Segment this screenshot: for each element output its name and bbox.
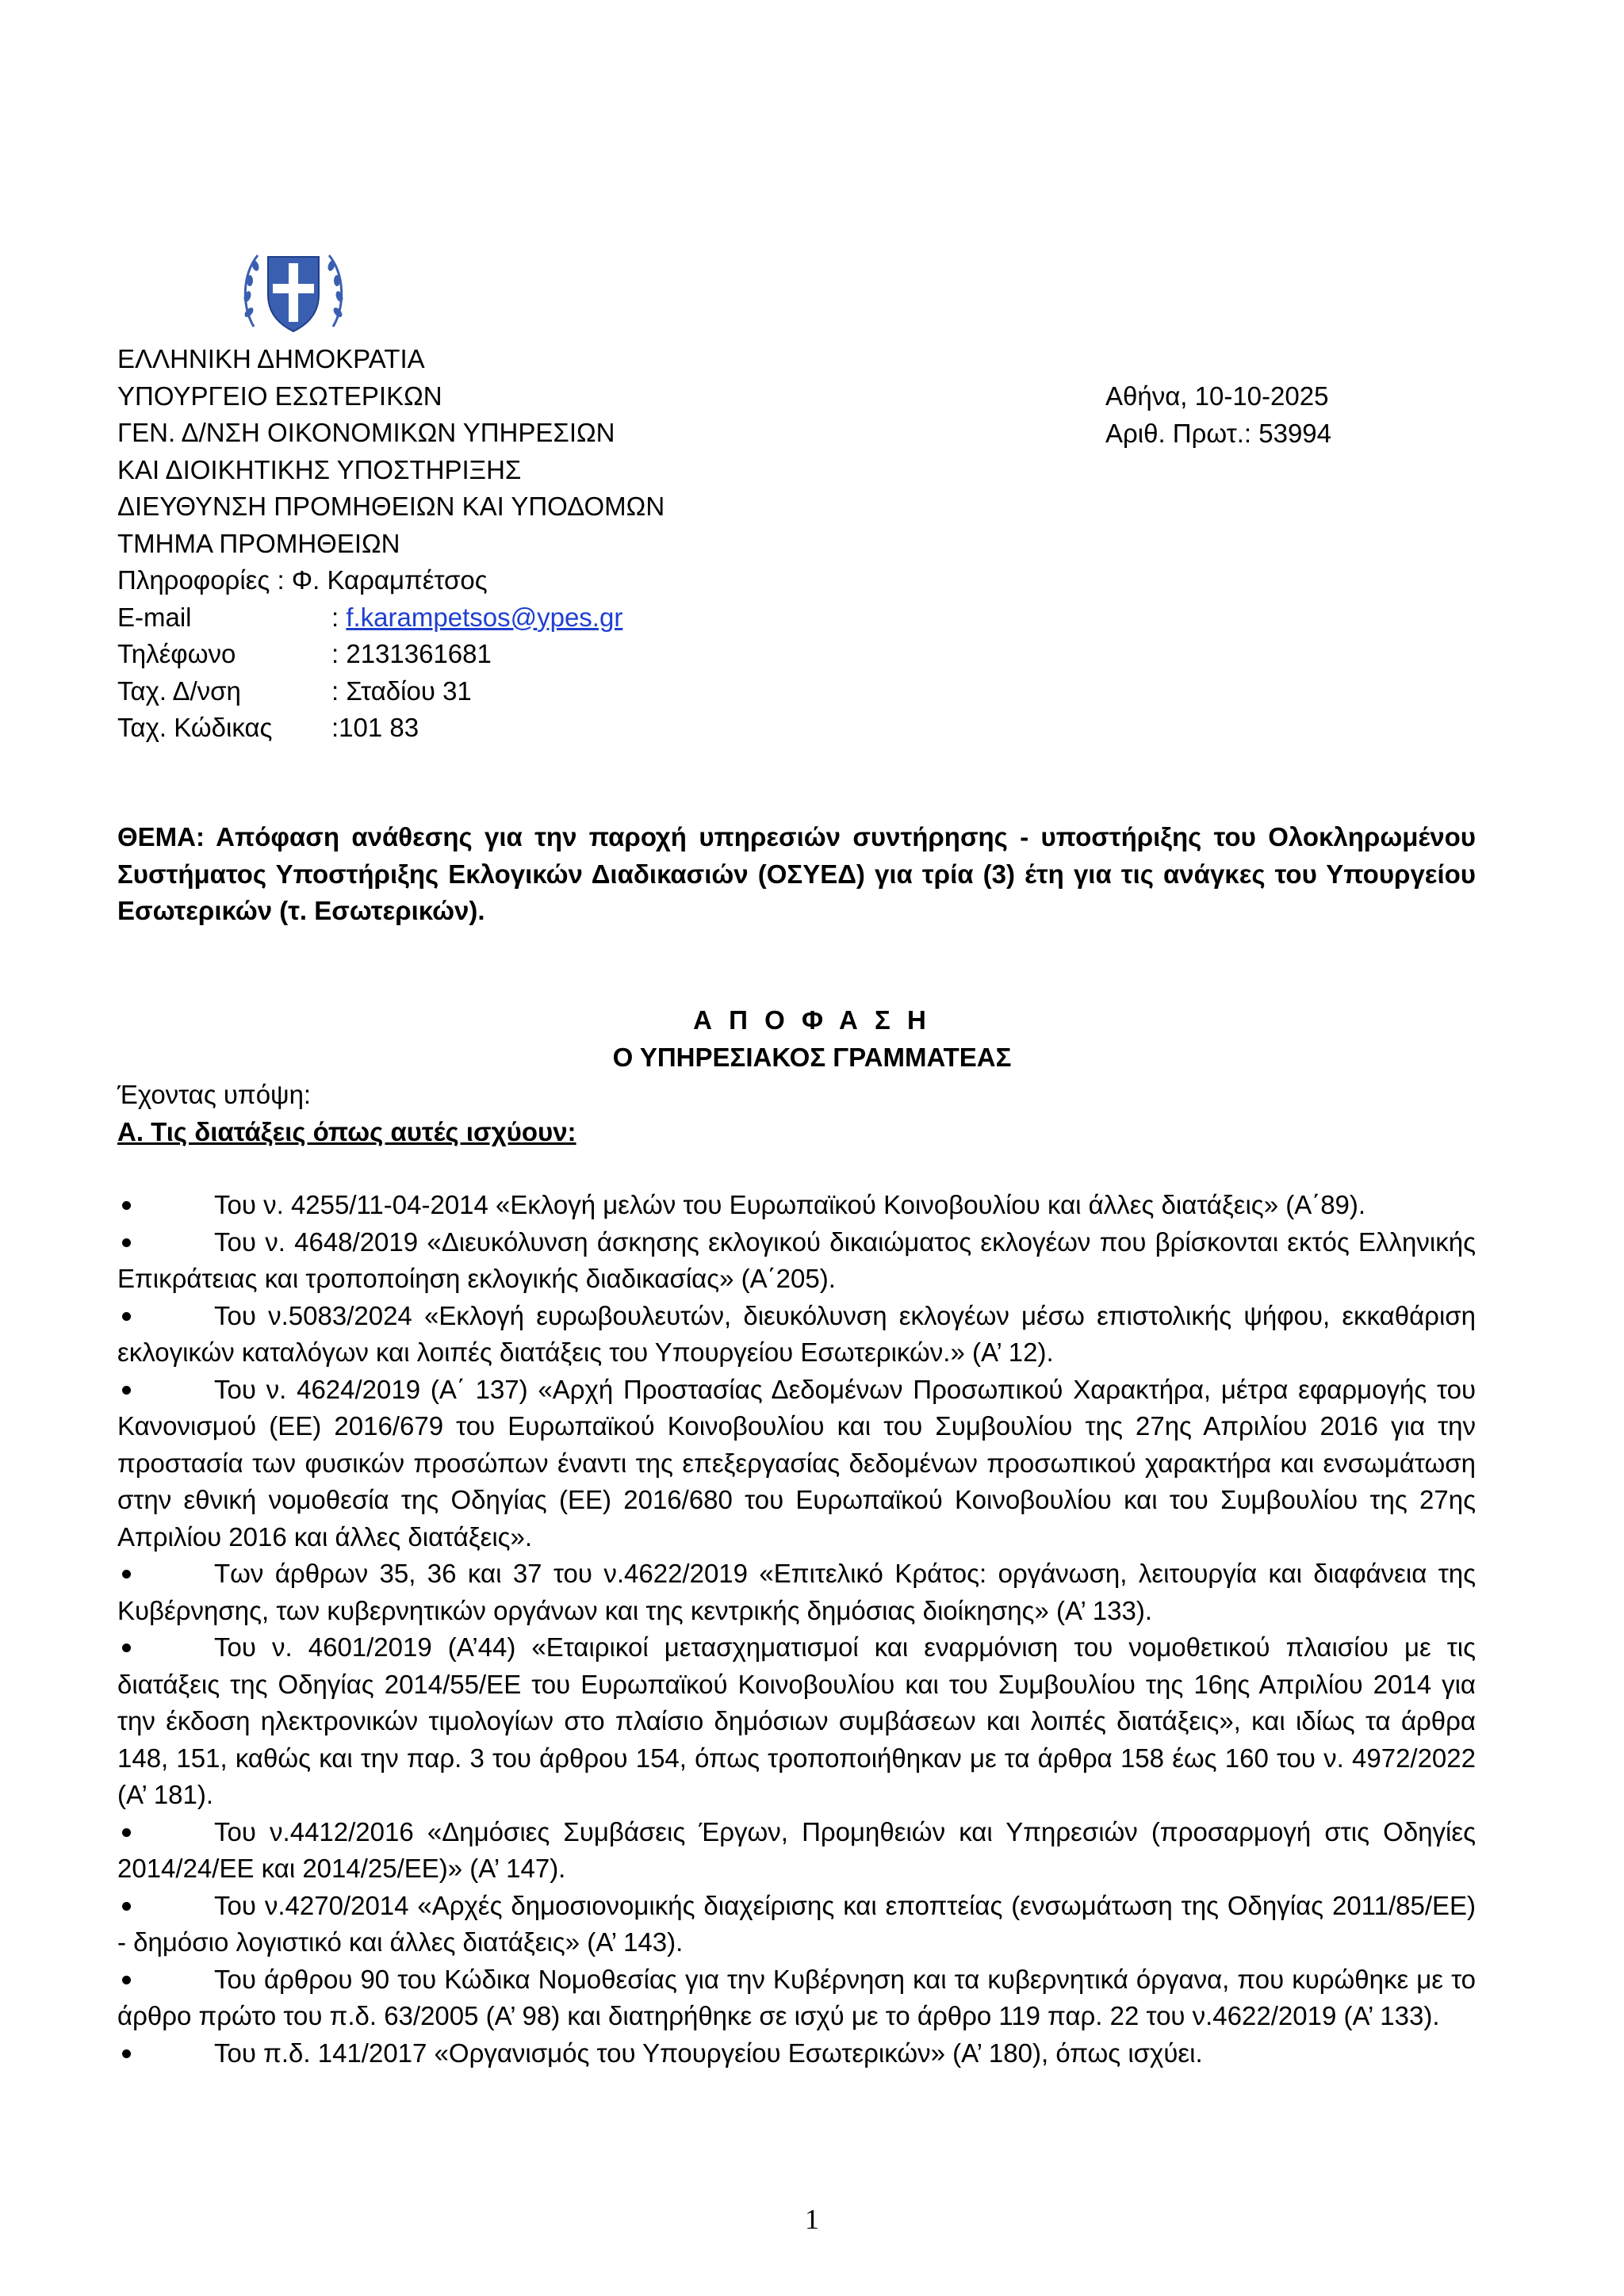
provision-text: Του ν.4412/2016 «Δημόσιες Συμβάσεις Έργων, Προμηθειών και Υπηρεσιών (προσαρμογή στις Οδηγίες 2014/24/ΕΕ και 2014/25/ΕΕ)» (Α’ 147). xyxy=(117,1816,1476,1883)
email-link[interactable]: f.karampetsos@ypes.gr xyxy=(346,602,623,632)
phone-value: : 2131361681 xyxy=(331,639,492,668)
header-line: ΔΙΕΥΘΥΝΣΗ ΠΡΟΜΗΘΕΙΩΝ ΚΑΙ ΥΠΟΔΟΜΩΝ xyxy=(117,492,665,521)
provision-text: Των άρθρων 35, 36 και 37 του ν.4622/2019 «Επιτελικό Κράτος: οργάνωση, λειτουργία και διαφάνεια της Κυβέρνησης, των κυβερνητικών οργάνων και της κεντρικής δημόσιας διοίκησης» (Α’ 133). xyxy=(117,1559,1476,1625)
phone-label: Τηλέφωνο xyxy=(117,639,236,668)
list-item xyxy=(117,1556,1476,1629)
list-item xyxy=(117,1814,1476,1888)
contact-info-line: Πληροφορίες : Φ. Καραμπέτσος xyxy=(117,565,488,595)
header-line: ΥΠΟΥΡΓΕΙΟ ΕΣΩΤΕΡΙΚΩΝ xyxy=(117,381,442,411)
header-line: ΕΛΛΗΝΙΚΗ ΔΗΜΟΚΡΑΤΙΑ xyxy=(117,344,425,373)
date-protocol-block xyxy=(1105,378,1331,452)
bullet-icon xyxy=(122,1902,131,1911)
address-row xyxy=(117,673,665,710)
provision-text: Του π.δ. 141/2017 «Οργανισμός του Υπουργείου Εσωτερικών» (Α’ 180), όπως ισχύει. xyxy=(214,2038,1203,2068)
bullet-icon xyxy=(122,1312,131,1321)
document-date: Αθήνα, 10-10-2025 xyxy=(1105,381,1329,411)
provision-text: Του ν. 4255/11-04-2014 «Εκλογή μελών του Ευρωπαϊκού Κοινοβουλίου και άλλες διατάξεις» (Α΄89). xyxy=(214,1190,1366,1219)
provision-text: Του άρθρου 90 του Κώδικα Νομοθεσίας για την Κυβέρνηση και τα κυβερνητικά όργανα, που κυρώθηκε με το άρθρο πρώτο του π.δ. 63/2005 (Α’ 98) και διατηρήθηκε σε ισχύ με το άρθρο 119 παρ. 22 του ν.4622/2019 (Α’ 133). xyxy=(117,1964,1476,2030)
bullet-icon xyxy=(122,1570,131,1578)
bullet-icon xyxy=(122,1828,131,1837)
subject-paragraph: ΘΕΜΑ: Απόφαση ανάθεσης για την παροχή υπηρεσιών συντήρησης - υποστήριξης του Ολοκληρωμένου Συστήματος Υποστήριξης Εκλογικών Διαδικασιών (ΟΣΥΕΔ) για τρία (3) έτη για τις ανάγκες του Υπουργείου Εσωτερικών (τ. Εσωτερικών). xyxy=(117,822,1476,925)
list-item xyxy=(117,1961,1476,2035)
page-number: 1 xyxy=(805,2203,819,2235)
decision-subtitle: Ο ΥΠΗΡΕΣΙΑΚΟΣ ΓΡΑΜΜΑΤΕΑΣ xyxy=(612,1042,1012,1072)
email-label: E-mail xyxy=(117,602,192,632)
considering-text: Έχοντας υπόψη: xyxy=(117,1080,312,1109)
postcode-label: Ταχ. Κώδικας xyxy=(117,713,273,742)
provision-text: Του ν. 4648/2019 «Διευκόλυνση άσκησης εκλογικού δικαιώματος εκλογέων που βρίσκονται εκτός Ελληνικής Επικράτειας και τροποποίηση εκλογικής διαδικασίας» (Α΄205). xyxy=(117,1226,1476,1293)
email-separator: : xyxy=(331,602,347,632)
list-item xyxy=(117,1187,1476,1224)
decision-title: Α Π Ο Φ Α Σ Η xyxy=(693,1005,931,1035)
bullet-icon xyxy=(122,1976,131,1984)
address-label: Ταχ. Δ/νση xyxy=(117,675,241,706)
sender-block xyxy=(117,341,665,747)
list-item xyxy=(117,1224,1476,1298)
list-item xyxy=(117,1629,1476,1814)
section-a-heading: Α. Τις διατάξεις όπως αυτές ισχύουν: xyxy=(117,1117,576,1146)
protocol-number: Αριθ. Πρωτ.: 53994 xyxy=(1105,418,1332,448)
provisions-list xyxy=(117,1187,1476,2072)
address-value: : Σταδίου 31 xyxy=(331,675,472,706)
header-line: ΤΜΗΜΑ ΠΡΟΜΗΘΕΙΩΝ xyxy=(117,528,400,558)
greek-coat-of-arms-icon xyxy=(238,239,349,344)
email-row xyxy=(117,599,665,637)
list-item xyxy=(117,1372,1476,1556)
decision-heading xyxy=(0,1002,1624,1076)
list-item xyxy=(117,1298,1476,1372)
list-item xyxy=(117,1888,1476,1961)
provision-text: Του ν.4270/2014 «Αρχές δημοσιονομικής διαχείρισης και εποπτείας (ενσωμάτωση της Οδηγίας 2011/85/ΕΕ) - δημόσιο λογιστικό και άλλες διατάξεις» (Α’ 143). xyxy=(117,1890,1476,1957)
postcode-row xyxy=(117,710,665,747)
bullet-icon xyxy=(122,1238,131,1247)
phone-row xyxy=(117,636,665,673)
bullet-icon xyxy=(122,2049,131,2058)
provision-text: Του ν.5083/2024 «Εκλογή ευρωβουλευτών, διευκόλυνση εκλογέων μέσω επιστολικής ψήφου, εκκαθάριση εκλογικών καταλόγων και λοιπές διατάξεις του Υπουργείου Εσωτερικών.» (Α’ 12). xyxy=(117,1300,1476,1367)
postcode-value: :101 83 xyxy=(331,713,419,742)
provision-text: Του ν. 4624/2019 (Α΄ 137) «Αρχή Προστασίας Δεδομένων Προσωπικού Χαρακτήρα, μέτρα εφαρμογής του Κανονισμού (ΕΕ) 2016/679 του Ευρωπαϊκού Κοινοβουλίου και του Συμβουλίου της 27ης Απριλίου 2016 για την προστασία των φυσικών προσώπων έναντι της επεξεργασίας δεδομένων προσωπικού χαρακτήρα και ενσωμάτωση στην εθνική νομοθεσία της Οδηγίας (ΕΕ) 2016/680 του Ευρωπαϊκού Κοινοβουλίου και του Συμβουλίου της 27ης Απριλίου 2016 και άλλες διατάξεις». xyxy=(117,1374,1476,1552)
bullet-icon xyxy=(122,1201,131,1210)
provision-text: Του ν. 4601/2019 (Α’44) «Εταιρικοί μετασχηματισμοί και εναρμόνιση του νομοθετικού πλαισίου με τις διατάξεις της Οδηγίας 2014/55/ΕΕ του Ευρωπαϊκού Κοινοβουλίου και του Συμβουλίου της 16ης Απριλίου 2014 για την έκδοση ηλεκτρονικών τιμολογίων στο πλαίσιο δημόσιων συμβάσεων και λοιπές διατάξεις», και ιδίως τα άρθρα 148, 151, καθώς και την παρ. 3 του άρθρου 154, όπως τροποποιήθηκαν με τα άρθρα 158 έως 160 του ν. 4972/2022 (Α’ 181). xyxy=(117,1632,1476,1809)
bullet-icon xyxy=(122,1644,131,1652)
header-line: ΚΑΙ ΔΙΟΙΚΗΤΙΚΗΣ ΥΠΟΣΤΗΡΙΞΗΣ xyxy=(117,454,522,484)
bullet-icon xyxy=(122,1386,131,1395)
header-line: ΓΕΝ. Δ/ΝΣΗ ΟΙΚΟΝΟΜΙΚΩΝ ΥΠΗΡΕΣΙΩΝ xyxy=(117,418,615,447)
list-item xyxy=(117,2035,1476,2072)
